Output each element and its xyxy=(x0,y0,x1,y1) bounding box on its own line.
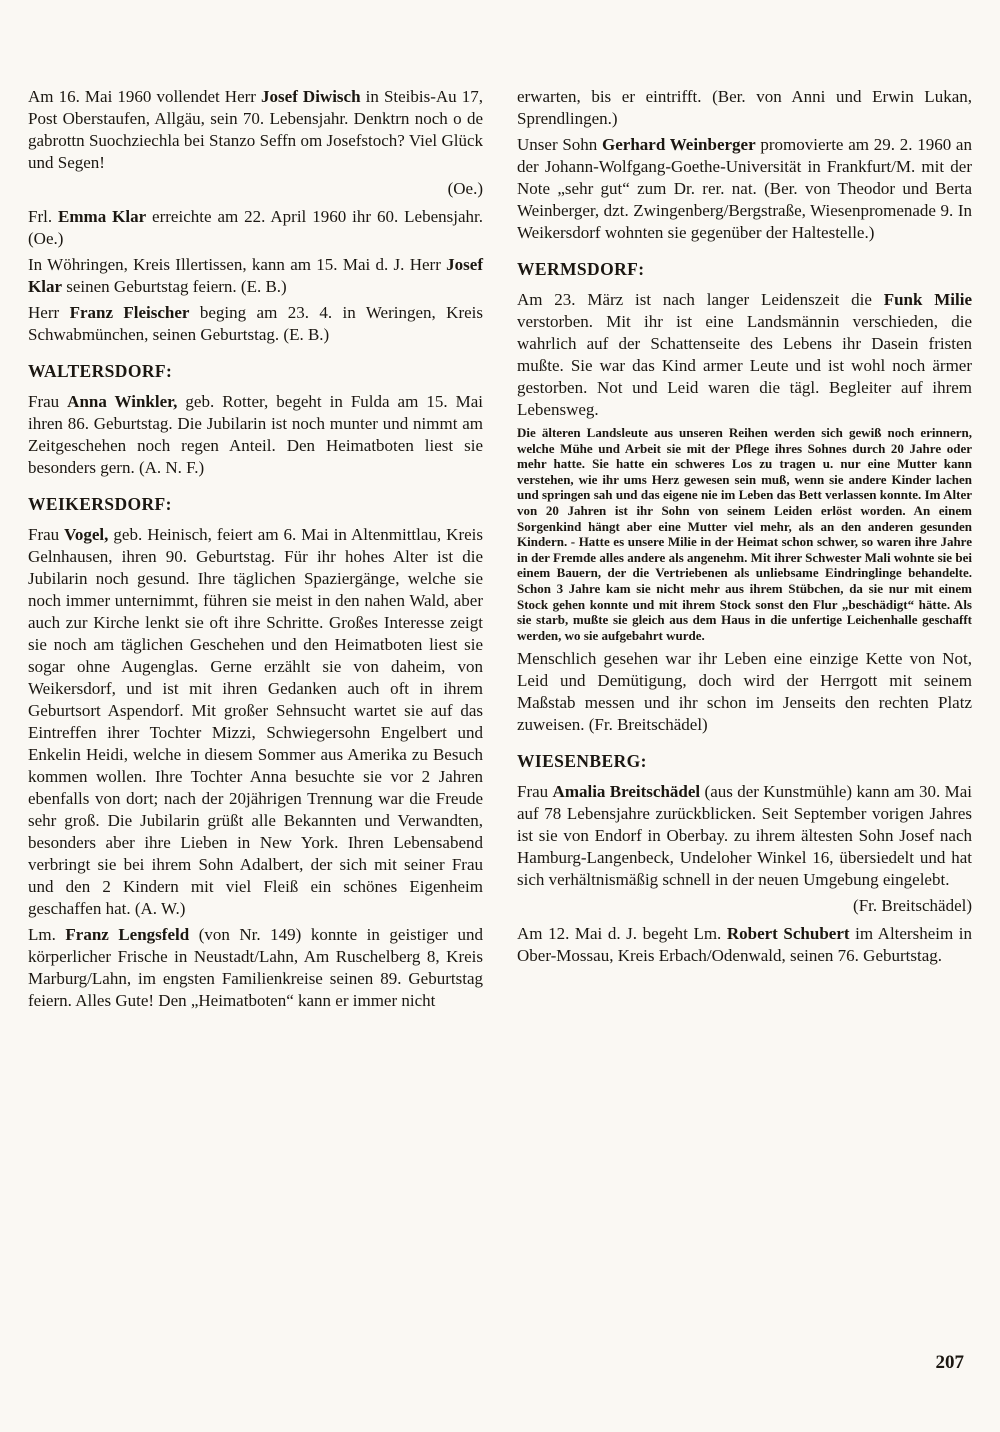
paragraph xyxy=(517,289,972,421)
text-run: beging am 23. 4. in Weringen, Kreis Schwabmünchen, seinen Geburtstag. (E. B.) xyxy=(28,303,484,344)
paragraph xyxy=(517,781,972,891)
attribution: (Oe.) xyxy=(447,179,483,198)
text-column-left xyxy=(28,86,483,1016)
text-run: Am 12. Mai d. J. begeht Lm. xyxy=(517,924,727,944)
text-run: Am 16. Mai 1960 vollendet Herr xyxy=(28,87,262,106)
text-run: Herr xyxy=(28,303,70,322)
bold-text-run: Emma Klar xyxy=(58,207,147,226)
bold-text-run: Robert Schubert xyxy=(726,924,850,944)
text-columns xyxy=(28,86,972,1016)
small-print-paragraph xyxy=(517,425,972,643)
section-heading: WERMSDORF: xyxy=(517,259,645,279)
text-run: geb. Rotter, begeht in Fulda am 15. Mai ihren 86. Geburtstag. Die Jubilarin ist noch munter und nimmt am Zeitgeschehen noch regen Anteil. Den Heimatboten liest sie besonders gern. (A. N. F.) xyxy=(28,392,483,477)
bold-text-run: Franz Fleischer xyxy=(69,303,190,322)
text-run: Unser Sohn xyxy=(517,135,603,154)
paragraph xyxy=(28,524,483,920)
text-run: im Altersheim in Ober-Mossau, Kreis Erbach/Odenwald, seinen 76. Geburtstag. xyxy=(517,924,972,966)
paragraph xyxy=(517,648,972,736)
section-heading: WALTERSDORF: xyxy=(28,361,173,381)
paragraph xyxy=(28,206,483,250)
text-run: Frau xyxy=(28,525,65,544)
text-run: erwarten, bis er eintrifft. (Ber. von Anni und Erwin Lukan, Sprendlingen.) xyxy=(517,87,972,128)
text-run: Frl. xyxy=(28,207,59,226)
text-run: geb. Heinisch, feiert am 6. Mai in Altenmittlau, Kreis Gelnhausen, ihren 90. Geburtstag. Für ihr hohes Alter ist die Jubilarin noch gesund. Ihre täglichen Spaziergänge, welche sie noch immer unternimmt, führen sie meist in den nahen Wald, aber auch zur Kirche lenkt sie oft ihre Schritte. Großes Interesse zeigt sie noch am täglichen Geschehen und den Heimatboten liest sie sogar ohne Augenglas. Gerne erzählt sie von daheim, von Weikersdorf, und ist mit ihren Gedanken auch oft in ihrem Geburtsort Aspendorf. Mit großer Sehnsucht wartet sie auf das Eintreffen ihrer Tochter Mizzi, Schwiegersohn Engelbert und Enkelin Heidi, welche in diesem Sommer aus Amerika zu Besuch kommen wollen. Ihre Tochter Anna besuchte sie vor 2 Jahren ebenfalls von dort; nach der 20jährigen Trennung war die Freude sehr groß. Die Jubilarin grüßt alle Bekannten und Verwandten, besonders aber ihre Lieben in New York. Ihren Lebensabend verbringt sie bei ihrem Sohn Adalbert, der sich mit seiner Frau und den 2 Kindern mit viel Fleiß ein schönes Eigenheim geschaffen hat. (A. W.) xyxy=(28,525,483,918)
text-run: Die älteren Landsleute aus unseren Reihen werden sich gewiß noch erinnern, welche Mühe und Arbeit sie mit der Pflege ihres Sohnes durch 20 Jahre oder mehr hatte. Sie hatte ein schweres Los zu tragen u. nur eine Mutter kann verstehen, wie ihr ums Herz gewesen sein muß, wenn sie andere Kinder lachen und springen sah und das eigene nie im Leben das Bett verlassen konnte. Im Alter von 20 Jahren ist ihr Sohn von seinem Leiden erlöst worden. An einem Sorgenkind hängt aber eine Mutter viel mehr, als an den anderen gesunden Kindern. - Hatte es unsere Milie in der Heimat schon schwer, so waren ihre Jahre in der Fremde alles andere als angenehm. Mit ihrer Schwester Mali wohnte sie bei einem Bauern, der die Vertriebenen als unliebsame Eindringlinge behandelte. Schon 3 Jahre kam sie nicht mehr aus ihrem Stübchen, da sie nur mit einem Stock gehen konnte und mit ihrem Stock sonst den Flur „beschädigt“ hätte. Als sie starb, mußte sie gleich aus dem Haus in die unfertige Leichenhalle geschafft werden, wo sie aufgebahrt wurde. xyxy=(517,425,972,643)
attribution: (Fr. Breitschädel) xyxy=(853,896,972,916)
text-run: seinen Geburtstag feiern. (E. B.) xyxy=(62,277,287,296)
text-run: erreichte am 22. April 1960 ihr 60. Lebensjahr. (Oe.) xyxy=(28,207,483,248)
text-run: Frau xyxy=(28,392,68,411)
paragraph xyxy=(517,923,972,967)
text-run: promovierte am 29. 2. 1960 an der Johann-Wolfgang-Goethe-Universität in Frankfurt/M. mit der Note „sehr gut“ zum Dr. rer. nat. (Ber. von Theodor und Berta Weinberger, dzt. Zwingenberg/Bergstraße, Wiesenpromenade 9. In Weikersdorf wohnten sie gegenüber der Haltestelle.) xyxy=(517,135,972,242)
page-number: 207 xyxy=(935,1352,964,1373)
paragraph xyxy=(517,134,972,244)
text-column-right xyxy=(517,86,972,1016)
text-run: verstorben. Mit ihr ist eine Landsmännin verschieden, die wahrlich auf der Schattenseite des Lebens ihr Dasein fristen mußte. Sie war das Kind armer Leute und ist wohl noch ärmer gestorben. Not und Leid waren die tägl. Begleiter auf ihrem Lebensweg. xyxy=(517,312,972,419)
paragraph xyxy=(28,302,483,346)
bold-text-run: Funk Milie xyxy=(883,290,972,309)
paragraph xyxy=(28,86,483,174)
text-run: Frau xyxy=(517,782,553,802)
bold-text-run: Franz Lengsfeld xyxy=(65,925,190,944)
bold-text-run: Josef Klar xyxy=(28,255,483,296)
text-run: (aus der Kunstmühle) kann am 30. Mai auf 78 Lebensjahre zurückblicken. Seit September vorigen Jahres ist sie von Endorf in Oberbay. zu ihrem ältesten Sohn Josef nach Hamburg-Langenbeck, Undeloher Winkel 16, übersiedelt und hat sich verhältnismäßig schnell in der neuen Umgebung eingelebt. xyxy=(517,782,973,890)
text-run: In Wöhringen, Kreis Illertissen, kann am 15. Mai d. J. Herr xyxy=(28,255,447,274)
paragraph xyxy=(517,86,972,130)
bold-text-run: Vogel, xyxy=(64,525,109,544)
bold-text-run: Josef Diwisch xyxy=(261,87,361,106)
section-heading: WIESENBERG: xyxy=(517,751,647,772)
text-run: Am 23. März ist nach langer Leidenszeit die xyxy=(517,290,884,309)
section-heading: WEIKERSDORF: xyxy=(28,494,172,514)
bold-text-run: Anna Winkler, xyxy=(67,392,178,411)
bold-text-run: Gerhard Weinberger xyxy=(602,135,756,154)
paragraph xyxy=(28,924,483,1012)
text-run: Menschlich gesehen war ihr Leben eine einzige Kette von Not, Leid und Demütigung, doch wird der Herrgott mit seinem Maßstab messen und ihr schon im Jenseits den rechten Platz zuweisen. (Fr. Breitschädel) xyxy=(517,649,972,735)
paragraph xyxy=(28,254,483,298)
text-run: (von Nr. 149) konnte in geistiger und körperlicher Frische in Neustadt/Lahn, Am Ruschelberg 8, Kreis Marburg/Lahn, im engsten Familienkreise seinen 89. Geburtstag feiern. Alles Gute! Den „Heimatboten“ kann er immer nicht xyxy=(28,925,483,1010)
bold-text-run: Amalia Breitschädel xyxy=(552,782,701,802)
text-run: in Steibis-Au 17, Post Oberstaufen, Allgäu, sein 70. Lebensjahr. Denktrn noch o de gabrottn Suochziechla bei Stanzo Seffn om Josefstoch? Viel Glück und Segen! xyxy=(28,87,483,172)
paragraph xyxy=(28,391,483,479)
text-run: Lm. xyxy=(28,925,66,944)
